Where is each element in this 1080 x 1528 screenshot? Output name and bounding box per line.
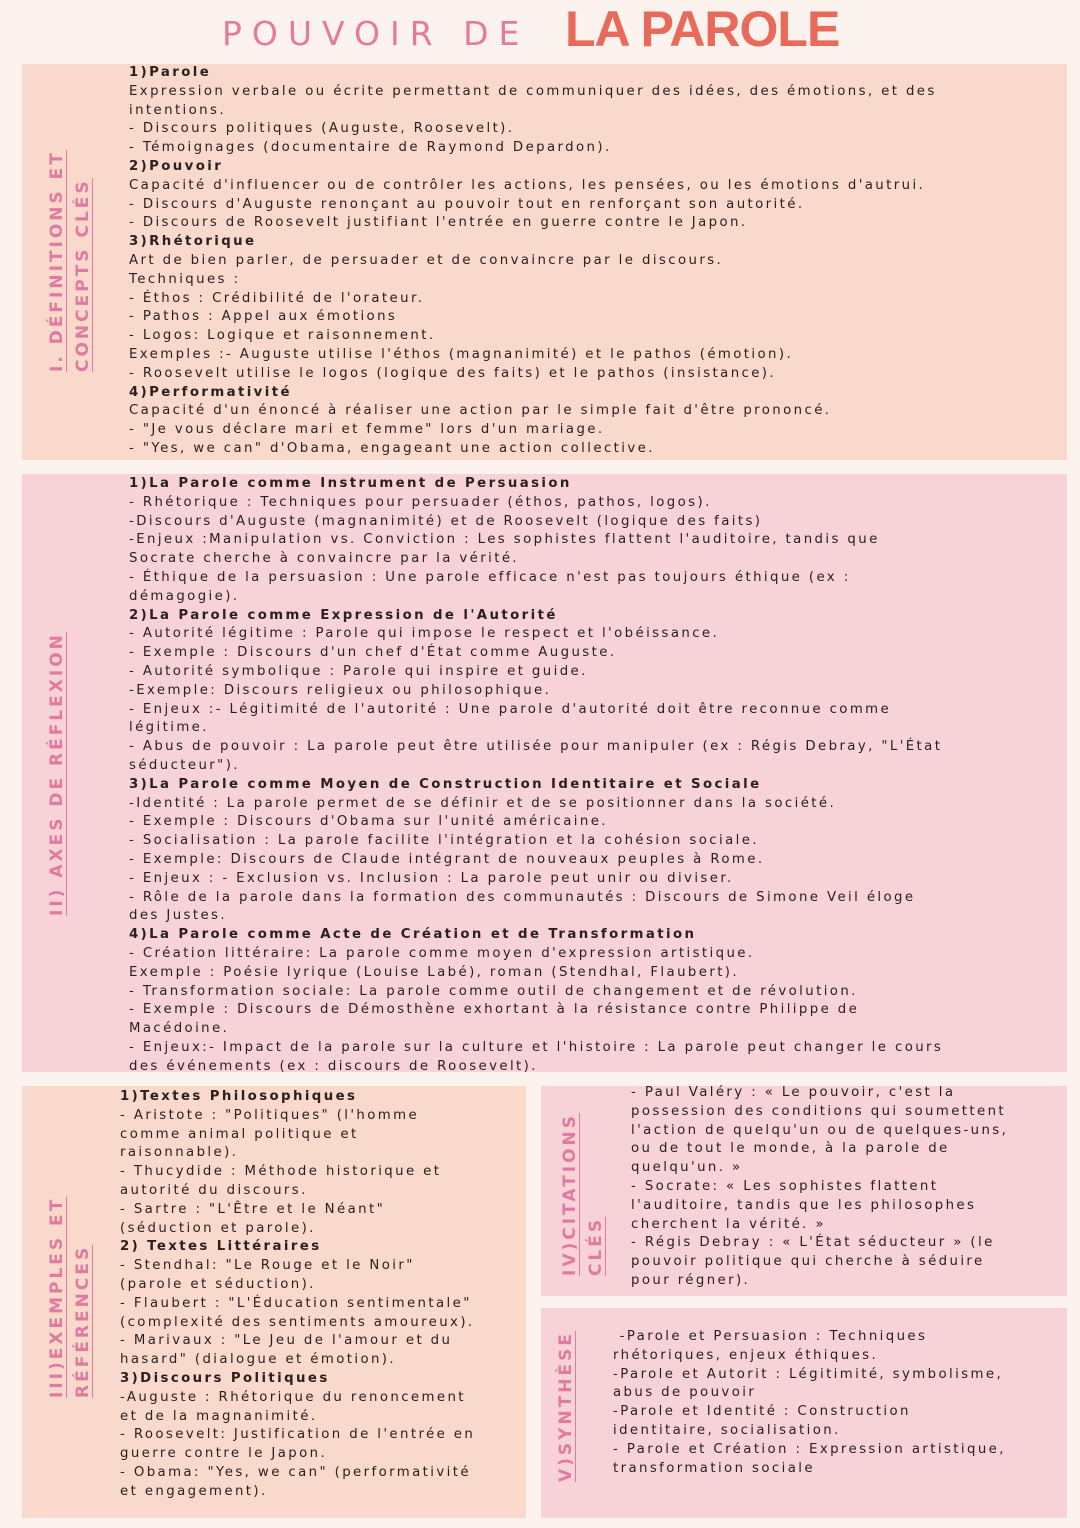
section-label: V)SYNTHÈSE: [556, 1330, 576, 1482]
section-content: [120, 1088, 475, 1502]
text-line: - Thucydide : Méthode historique et: [120, 1164, 442, 1180]
text-line: et de la magnanimité.: [120, 1408, 318, 1424]
text-line: - Flaubert : "L'Éducation sentimentale": [120, 1295, 472, 1311]
text-line: - Socialisation : La parole facilite l'intégration et la cohésion sociale.: [129, 833, 759, 849]
text-line: Exemples :- Auguste utilise l'éthos (magnanimité) et le pathos (émotion).: [129, 346, 794, 362]
text-line: - Pathos : Appel aux émotions: [129, 309, 398, 325]
text-line: -Parole et Persuasion : Techniques: [613, 1329, 928, 1344]
text-line: Capacité d'un énoncé à réaliser une action par le simple fait d'être prononcé.: [129, 403, 832, 419]
text-line: - Obama: "Yes, we can" (performativité: [120, 1464, 471, 1480]
text-line: - Régis Debray : « L'État séducteur » (le: [631, 1235, 995, 1251]
text-line: - Enjeux :- Légitimité de l'autorité : Une parole d'autorité doit être reconnue comme: [129, 701, 892, 717]
subheading: 3)La Parole comme Moyen de Construction Identitaire et Sociale: [129, 776, 762, 792]
section-content: [631, 1084, 1008, 1291]
text-line: - Socrate: « Les sophistes flattent: [631, 1178, 939, 1194]
text-line: - Exemple : Discours de Démosthène exhortant à la résistance contre Philippe de: [129, 1002, 860, 1018]
subheading: 1)La Parole comme Instrument de Persuasion: [129, 476, 572, 491]
title-part-2: LA PAROLE: [565, 1, 840, 57]
text-line: - Création littéraire: La parole comme moyen d'expression artistique.: [129, 945, 755, 961]
text-line: transformation sociale: [613, 1460, 815, 1476]
text-line: Exemple : Poésie lyrique (Louise Labé), roman (Stendhal, Flaubert).: [129, 964, 740, 980]
text-line: - Paul Valéry : « Le pouvoir, c'est la: [631, 1085, 956, 1100]
text-line: - Stendhal: "Le Rouge et le Noir": [120, 1258, 415, 1274]
text-line: pour régner).: [631, 1272, 751, 1288]
text-line: - Exemple : Discours d'un chef d'État comme Auguste.: [129, 645, 617, 661]
text-line: - Logos: Logique et raisonnement.: [129, 328, 436, 344]
text-line: -Discours d'Auguste (magnanimité) et de Roosevelt (logique des faits): [129, 513, 763, 529]
text-line: - Parole et Création : Expression artistique,: [613, 1441, 1006, 1457]
text-line: Macédoine.: [129, 1021, 230, 1037]
section-content: [129, 64, 937, 459]
text-line: rhétoriques, enjeux éthiques.: [613, 1347, 879, 1363]
subheading: 3)Discours Politiques: [120, 1370, 330, 1386]
text-line: - Transformation sociale: La parole comme outil de changement et de révolution.: [129, 983, 858, 999]
section-content: [129, 475, 943, 1077]
text-line: - "Je vous déclare mari et femme" lors d'un mariage.: [129, 422, 605, 438]
text-line: intentions.: [129, 102, 226, 118]
text-line: - Enjeux : - Exclusion vs. Inclusion : La parole peut unir ou diviser.: [129, 870, 734, 886]
text-line: des événements (ex : discours de Roosevelt).: [129, 1058, 538, 1074]
text-line: raisonnable).: [120, 1145, 239, 1161]
text-line: -Identité : La parole permet de se définir et de se positionner dans la société.: [129, 795, 837, 811]
text-line: - Marivaux : "Le Jeu de l'amour et du: [120, 1333, 453, 1349]
section-synthese: [541, 1308, 1067, 1518]
text-line: comme animal politique et: [120, 1126, 359, 1142]
text-line: - Aristote : "Politiques" (l'homme: [120, 1107, 420, 1123]
text-line: -Exemple: Discours religieux ou philosophique.: [129, 682, 552, 698]
text-line: démagogie).: [129, 588, 240, 604]
section-label: I. DÉFINITIONS ET CONCEPTS CLÉS: [47, 150, 93, 372]
text-line: l'auditoire, tandis que les philosophes: [631, 1197, 977, 1213]
section-exemples: [22, 1086, 526, 1518]
text-line: possession des conditions qui soumettent: [631, 1103, 1007, 1119]
text-line: abus de pouvoir: [613, 1385, 757, 1401]
text-line: - Roosevelt utilise le logos (logique des faits) et le pathos (insistance).: [129, 365, 777, 381]
subheading: 1)Textes Philosophiques: [120, 1089, 358, 1104]
text-line: - Roosevelt: Justification de l'entrée en: [120, 1427, 476, 1443]
text-line: -Parole et Identité : Construction: [613, 1404, 911, 1420]
text-line: -Parole et Autorit : Légitimité, symbolisme,: [613, 1366, 1004, 1382]
text-line: - Éthos : Crédibilité de l'orateur.: [129, 290, 425, 306]
text-line: - Éthique de la persuasion : Une parole efficace n'est pas toujours éthique (ex :: [129, 569, 851, 585]
text-line: séducteur").: [129, 757, 240, 773]
text-line: - Rôle de la parole dans la formation des communautés : Discours de Simone Veil éloge: [129, 889, 916, 905]
text-line: l'action de quelqu'un ou de quelques-uns,: [631, 1122, 1009, 1138]
text-line: ou de tout le monde, à la parole de: [631, 1141, 950, 1157]
text-line: légitime.: [129, 720, 209, 736]
subheading: 2)La Parole comme Expression de l'Autorité: [129, 607, 558, 623]
section-label: II) AXES DE RÉFLEXION: [47, 632, 67, 916]
text-line: - Discours de Roosevelt justifiant l'entrée en guerre contre le Japon.: [129, 215, 748, 231]
text-line: quelqu'un. »: [631, 1160, 743, 1176]
text-line: Techniques :: [129, 271, 241, 287]
section-citations: [541, 1086, 1067, 1296]
text-line: (séduction et parole).: [120, 1220, 316, 1236]
text-line: - Témoignages (documentaire de Raymond Depardon).: [129, 140, 612, 156]
subheading: 2)Pouvoir: [129, 158, 224, 174]
text-line: - Discours d'Auguste renonçant au pouvoir tout en renforçant son autorité.: [129, 196, 805, 212]
text-line: - Rhétorique : Techniques pour persuader (éthos, pathos, logos).: [129, 494, 712, 510]
subheading: 3)Rhétorique: [129, 234, 257, 250]
section-label: III)EXEMPLES ET RÉFÉRENCES: [47, 1196, 93, 1398]
text-line: - Autorité légitime : Parole qui impose le respect et l'obéissance.: [129, 626, 720, 642]
text-line: - Discours politiques (Auguste, Roosevelt).: [129, 121, 515, 137]
section-definitions: [22, 64, 1067, 460]
text-line: des Justes.: [129, 908, 228, 924]
text-line: - "Yes, we can" d'Obama, engageant une action collective.: [129, 440, 655, 456]
text-line: pouvoir politique qui cherche à séduire: [631, 1254, 985, 1270]
text-line: et engagement).: [120, 1483, 268, 1499]
text-line: Socrate cherche à convaincre par la vérité.: [129, 551, 520, 567]
page-title: [0, 0, 1080, 64]
text-line: - Sartre : "L'Être et le Néant": [120, 1201, 386, 1217]
text-line: -Enjeux :Manipulation vs. Conviction : Les sophistes flattent l'auditoire, tandis que: [129, 532, 880, 548]
text-line: - Exemple : Discours d'Obama sur l'unité américaine.: [129, 814, 608, 830]
text-line: - Enjeux:- Impact de la parole sur la culture et l'histoire : La parole peut changer le cours: [129, 1039, 944, 1055]
subheading: 1)Parole: [129, 65, 212, 80]
text-line: Art de bien parler, de persuader et de convaincre par le discours.: [129, 252, 724, 268]
text-line: (complexité des sentiments amoureux).: [120, 1314, 475, 1330]
section-content: [613, 1328, 1006, 1478]
text-line: (parole et séduction).: [120, 1276, 316, 1292]
subheading: 4)Performativité: [129, 384, 292, 400]
text-line: - Abus de pouvoir : La parole peut être utilisée pour manipuler (ex : Régis Debray, "L'État: [129, 739, 943, 755]
text-line: cherchent la vérité. »: [631, 1216, 826, 1232]
title-part-1: POUVOIR DE: [222, 14, 530, 53]
text-line: hasard" (dialogue et émotion).: [120, 1352, 397, 1368]
section-axes: [22, 474, 1067, 1072]
text-line: Expression verbale ou écrite permettant de communiquer des idées, des émotions, et des: [129, 83, 937, 99]
text-line: -Auguste : Rhétorique du renoncement: [120, 1389, 466, 1405]
subheading: 4)La Parole comme Acte de Création et de Transformation: [129, 927, 697, 943]
text-line: - Exemple: Discours de Claude intégrant de nouveaux peuples à Rome.: [129, 851, 765, 867]
text-line: autorité du discours.: [120, 1182, 308, 1198]
text-line: Capacité d'influencer ou de contrôler les actions, les pensées, ou les émotions d'autrui.: [129, 177, 926, 193]
text-line: guerre contre le Japon.: [120, 1446, 328, 1462]
section-label: IV)CITATIONS CLÉS: [560, 1112, 606, 1276]
text-line: identitaire, socialisation.: [613, 1422, 841, 1438]
text-line: - Autorité symbolique : Parole qui inspire et guide.: [129, 663, 588, 679]
subheading: 2) Textes Littéraires: [120, 1239, 322, 1255]
